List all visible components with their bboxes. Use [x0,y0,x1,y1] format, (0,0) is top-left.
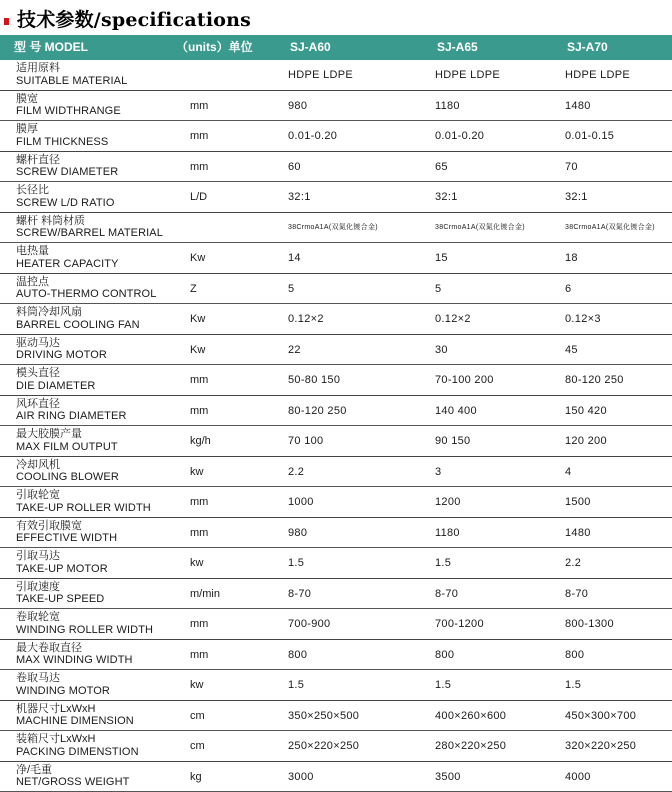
spec-unit: kg [190,762,202,792]
spec-value-model-3: 1.5 [565,670,581,700]
spec-value-model-1: 1000 [288,487,314,517]
title-marker-icon [4,18,9,25]
spec-name-cn: 引取速度 [16,581,104,594]
header-model-2: SJ-A65 [437,35,478,60]
table-row [0,457,672,488]
spec-value-model-3: 1480 [565,518,591,548]
spec-name [16,703,134,728]
table-header [0,35,672,60]
spec-value-model-1: 1.5 [288,548,304,578]
spec-name [16,93,121,118]
spec-unit: Kw [190,243,205,273]
table-row [0,426,672,457]
spec-name-cn: 驱动马达 [16,337,107,350]
spec-value-model-3: 4000 [565,762,591,792]
spec-name-en: FILM THICKNESS [16,136,108,149]
spec-name-cn: 卷取马达 [16,672,110,685]
spec-value-model-2: 1.5 [435,548,451,578]
spec-unit: Kw [190,304,205,334]
spec-name-en: SCREW DIAMETER [16,166,118,179]
spec-name-en: BARREL COOLING FAN [16,319,140,332]
page-title-text: 技术参数/specifications [17,5,251,32]
spec-value-model-3: 0.01-0.15 [565,121,614,151]
table-row [0,121,672,152]
spec-value-model-3: 1480 [565,91,591,121]
spec-value-model-1: 70 100 [288,426,323,456]
spec-unit: kw [190,457,203,487]
spec-value-model-2: 400×260×600 [435,701,506,731]
spec-name-cn: 卷取轮宽 [16,611,153,624]
spec-unit: kg/h [190,426,211,456]
spec-name-en: TAKE-UP SPEED [16,593,104,606]
spec-value-model-2: 1200 [435,487,461,517]
table-row [0,182,672,213]
spec-name-cn: 膜厚 [16,123,108,136]
spec-value-model-3: 2.2 [565,548,581,578]
spec-table-body [0,60,672,792]
table-row [0,487,672,518]
spec-unit: mm [190,487,208,517]
spec-value-model-1: 800 [288,640,307,670]
spec-value-model-1: HDPE LDPE [288,60,353,90]
spec-value-model-1: 250×220×250 [288,731,359,761]
spec-name-cn: 电热量 [16,245,119,258]
spec-name [16,62,127,87]
spec-name [16,520,117,545]
table-row [0,396,672,427]
spec-value-model-1: 38CrmoA1A(双氮化镀合金) [288,213,378,243]
spec-value-model-3: 1500 [565,487,591,517]
spec-unit: kw [190,670,203,700]
spec-name-cn: 料筒冷却风扇 [16,306,140,319]
table-row [0,731,672,762]
spec-value-model-2: 0.12×2 [435,304,471,334]
spec-unit: m/min [190,579,220,609]
spec-name [16,672,110,697]
spec-value-model-1: 5 [288,274,294,304]
spec-value-model-3: 6 [565,274,571,304]
spec-name-cn: 螺杆 料筒材质 [16,215,163,228]
spec-name [16,276,156,301]
spec-value-model-1: 22 [288,335,301,365]
spec-name-en: DRIVING MOTOR [16,349,107,362]
spec-name-cn: 冷却风机 [16,459,119,472]
spec-value-model-1: 700-900 [288,609,330,639]
header-model: 型 号 MODEL [14,35,88,60]
spec-value-model-2: 280×220×250 [435,731,506,761]
spec-value-model-1: 8-70 [288,579,311,609]
spec-name-en: EFFECTIVE WIDTH [16,532,117,545]
spec-name-en: WINDING ROLLER WIDTH [16,624,153,637]
table-row [0,579,672,610]
spec-unit: Kw [190,335,205,365]
spec-name [16,581,104,606]
spec-name-cn: 模头直径 [16,367,95,380]
spec-value-model-3: 800-1300 [565,609,614,639]
page-title [4,4,251,32]
header-model-1: SJ-A60 [290,35,331,60]
spec-name-cn: 风环直径 [16,398,127,411]
table-row [0,670,672,701]
table-row [0,274,672,305]
spec-name-cn: 最大卷取直径 [16,642,133,655]
header-model-3: SJ-A70 [567,35,608,60]
spec-value-model-1: 3000 [288,762,314,792]
spec-value-model-3: 8-70 [565,579,588,609]
spec-value-model-1: 60 [288,152,301,182]
spec-name [16,611,153,636]
spec-name [16,337,107,362]
spec-value-model-2: 3500 [435,762,461,792]
spec-name-cn: 机器尺寸LxWxH [16,703,134,716]
spec-value-model-1: 14 [288,243,301,273]
spec-name [16,764,129,789]
spec-unit: kw [190,548,203,578]
table-row [0,640,672,671]
spec-value-model-2: 30 [435,335,448,365]
spec-unit: Z [190,274,197,304]
spec-name-en: DIE DIAMETER [16,380,95,393]
spec-name [16,184,114,209]
spec-name [16,154,118,179]
spec-value-model-3: 800 [565,640,584,670]
spec-value-model-3: 320×220×250 [565,731,636,761]
spec-value-model-2: 800 [435,640,454,670]
table-row [0,701,672,732]
spec-name [16,123,108,148]
spec-value-model-2: 32:1 [435,182,458,212]
table-row [0,60,672,91]
spec-value-model-2: 15 [435,243,448,273]
spec-value-model-3: 38CrmoA1A(双氮化镀合金) [565,213,655,243]
spec-name-en: COOLING BLOWER [16,471,119,484]
spec-name-en: HEATER CAPACITY [16,258,119,271]
table-row [0,213,672,244]
spec-value-model-2: 140 400 [435,396,477,426]
table-row [0,152,672,183]
spec-value-model-2: 5 [435,274,441,304]
spec-value-model-3: 80-120 250 [565,365,624,395]
spec-value-model-3: 0.12×3 [565,304,601,334]
spec-name-en: FILM WIDTHRANGE [16,105,121,118]
spec-value-model-2: 1180 [435,91,460,121]
spec-unit: mm [190,640,208,670]
spec-name [16,489,151,514]
spec-value-model-3: 32:1 [565,182,588,212]
spec-name-cn: 适用原料 [16,62,127,75]
spec-name [16,642,133,667]
spec-name-en: TAKE-UP ROLLER WIDTH [16,502,151,515]
spec-unit: mm [190,396,208,426]
spec-unit: mm [190,609,208,639]
spec-name-cn: 长径比 [16,184,114,197]
spec-name-cn: 净/毛重 [16,764,129,777]
header-unit: （units）单位 [176,35,253,60]
spec-value-model-2: 3 [435,457,441,487]
spec-name-en: TAKE-UP MOTOR [16,563,108,576]
spec-name [16,367,95,392]
table-row [0,609,672,640]
spec-value-model-1: 980 [288,518,307,548]
table-row [0,518,672,549]
spec-name-en: AIR RING DIAMETER [16,410,127,423]
spec-name [16,215,163,240]
spec-name-cn: 引取轮宽 [16,489,151,502]
spec-unit: cm [190,731,205,761]
spec-value-model-1: 0.01-0.20 [288,121,337,151]
spec-value-model-2: 38CrmoA1A(双氮化镀合金) [435,213,525,243]
spec-value-model-3: 120 200 [565,426,607,456]
spec-value-model-2: 65 [435,152,448,182]
spec-name-en: WINDING MOTOR [16,685,110,698]
spec-name-en: SUITABLE MATERIAL [16,75,127,88]
table-row [0,91,672,122]
spec-name [16,550,108,575]
spec-value-model-2: 8-70 [435,579,458,609]
spec-name-cn: 装箱尺寸LxWxH [16,733,139,746]
table-row [0,548,672,579]
spec-name-en: MAX FILM OUTPUT [16,441,118,454]
table-row [0,335,672,366]
spec-value-model-2: 70-100 200 [435,365,494,395]
spec-value-model-3: 4 [565,457,571,487]
spec-value-model-3: HDPE LDPE [565,60,630,90]
spec-value-model-1: 32:1 [288,182,311,212]
spec-unit: mm [190,365,208,395]
spec-value-model-1: 80-120 250 [288,396,347,426]
spec-unit: cm [190,701,205,731]
spec-name-en: AUTO-THERMO CONTROL [16,288,156,301]
spec-value-model-2: 1180 [435,518,460,548]
spec-name [16,459,119,484]
table-row [0,365,672,396]
spec-value-model-3: 70 [565,152,578,182]
spec-unit: mm [190,152,208,182]
spec-name [16,398,127,423]
spec-name-en: MACHINE DIMENSION [16,715,134,728]
spec-unit: L/D [190,182,207,212]
spec-value-model-2: 90 150 [435,426,470,456]
spec-name-en: PACKING DIMENSTION [16,746,139,759]
spec-value-model-1: 2.2 [288,457,304,487]
spec-value-model-3: 45 [565,335,578,365]
table-row [0,304,672,335]
spec-value-model-2: 700-1200 [435,609,484,639]
spec-value-model-1: 350×250×500 [288,701,359,731]
spec-name [16,306,140,331]
spec-unit: mm [190,518,208,548]
spec-unit: mm [190,121,208,151]
spec-value-model-2: 1.5 [435,670,451,700]
spec-name-cn: 引取马达 [16,550,108,563]
spec-value-model-1: 0.12×2 [288,304,324,334]
spec-value-model-3: 18 [565,243,578,273]
spec-name-en: MAX WINDING WIDTH [16,654,133,667]
spec-value-model-1: 1.5 [288,670,304,700]
spec-name-en: NET/GROSS WEIGHT [16,776,129,789]
table-row [0,243,672,274]
spec-unit: mm [190,91,208,121]
spec-name-cn: 膜宽 [16,93,121,106]
spec-value-model-3: 450×300×700 [565,701,636,731]
spec-value-model-2: HDPE LDPE [435,60,500,90]
spec-name-en: SCREW/BARREL MATERIAL [16,227,163,240]
spec-name-cn: 有效引取膜宽 [16,520,117,533]
spec-value-model-3: 150 420 [565,396,607,426]
table-row [0,762,672,792]
spec-name-cn: 最大胶膜产量 [16,428,118,441]
spec-name-en: SCREW L/D RATIO [16,197,114,210]
spec-value-model-1: 980 [288,91,307,121]
spec-name [16,733,139,758]
spec-name [16,428,118,453]
spec-value-model-1: 50-80 150 [288,365,340,395]
spec-name-cn: 温控点 [16,276,156,289]
spec-name [16,245,119,270]
spec-value-model-2: 0.01-0.20 [435,121,484,151]
spec-name-cn: 螺杆直径 [16,154,118,167]
